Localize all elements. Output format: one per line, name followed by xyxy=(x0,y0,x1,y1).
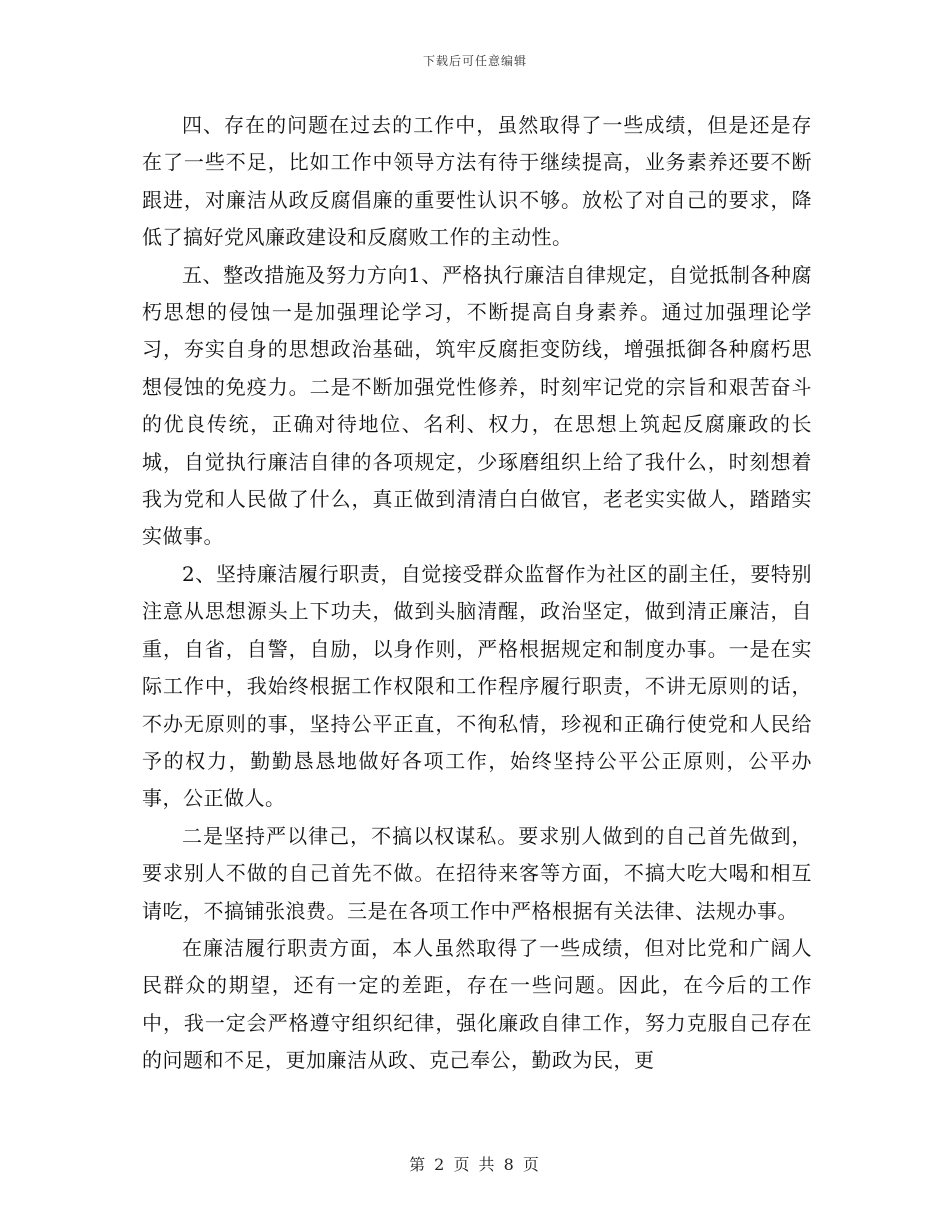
paragraph-conclusion: 在廉洁履行职责方面，本人虽然取得了一些成绩，但对比党和广阔人民群众的期望，还有一定的差距，存在一些问题。因此，在今后的工作中，我一定会严格遵守组织纪律，强化廉政自律工作，努力克服自己存在的问题和不足，更加廉洁从政、克己奉公，勤政为民，更 xyxy=(142,935,812,1073)
paragraph-self-discipline: 二是坚持严以律己，不搞以权谋私。要求别人做到的自己首先做到，要求别人不做的自己首先不做。在招待来客等方面，不搞大吃大喝和相互请吃，不搞铺张浪费。三是在各项工作中严格根据有关法律、法规办事。 xyxy=(142,823,812,923)
page-header: 下载后可任意编辑 xyxy=(422,54,527,68)
paragraph-problems: 四、存在的问题在过去的工作中，虽然取得了一些成绩，但是还是存在了一些不足，比如工作中领导方法有待于继续提高，业务素养还要不断跟进，对廉洁从政反腐倡廉的重要性认识不够。放松了对自己的要求，降低了搞好党风廉政建设和反腐败工作的主动性。 xyxy=(142,113,812,250)
document-body xyxy=(142,107,812,1080)
paragraph-rectification-measures: 五、整改措施及努力方向1、严格执行廉洁自律规定，自觉抵制各种腐朽思想的侵蚀一是加强理论学习，不断提高自身素养。通过加强理论学习，夯实自身的思想政治基础，筑牢反腐拒变防线，增强抵御各种腐朽思想侵蚀的免疫力。二是不断加强党性修养，时刻牢记党的宗旨和艰苦奋斗的优良传统，正确对待地位、名利、权力，在思想上筑起反腐廉政的长城，自觉执行廉洁自律的各项规定，少琢磨组织上给了我什么，时刻想着我为党和人民做了什么，真正做到清清白白做官，老老实实做人，踏踏实实做事。 xyxy=(142,262,812,549)
page-number-footer: 第 2 页 共 8 页 xyxy=(409,1155,541,1174)
paragraph-perform-duties: 2、坚持廉洁履行职责，自觉接受群众监督作为社区的副主任，要特别注意从思想源头上下功夫，做到头脑清醒，政治坚定，做到清正廉洁，自重，自省，自警，自励，以身作则，严格根据规定和制度办事。一是在实际工作中，我始终根据工作权限和工作程序履行职责，不讲无原则的话，不办无原则的事，坚持公平正直，不徇私情，珍视和正确行使党和人民给予的权力，勤勤恳恳地做好各项工作，始终坚持公平公正原则，公平办事，公正做人。 xyxy=(142,561,812,811)
